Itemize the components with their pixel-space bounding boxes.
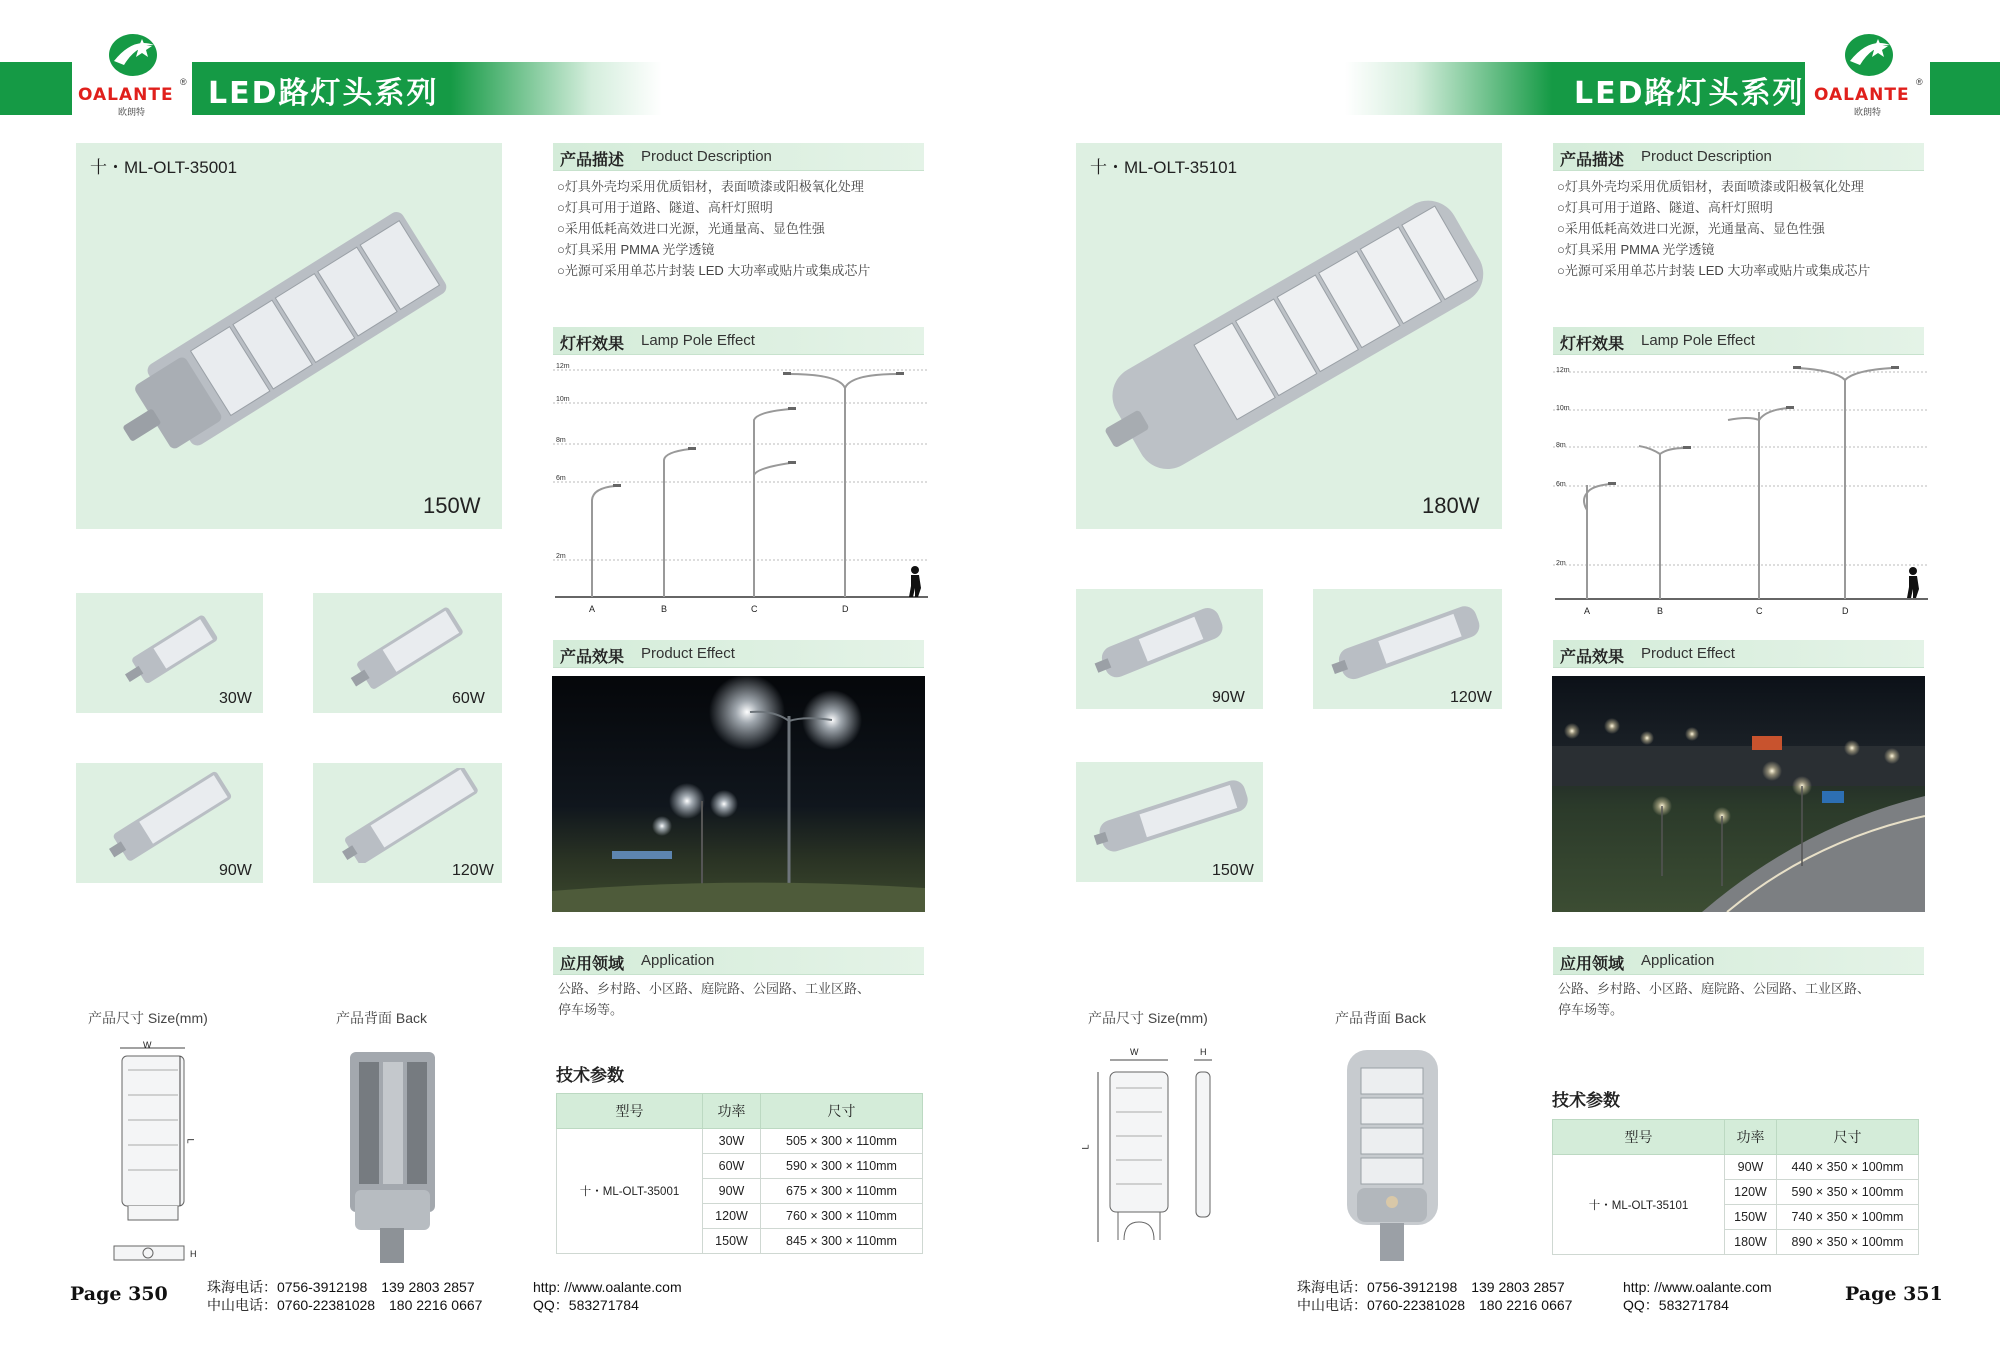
table-cell-model: 十・ML-OLT-35101 bbox=[1553, 1155, 1725, 1255]
table-cell: 90W bbox=[1725, 1155, 1777, 1180]
table-cell: 90W bbox=[703, 1179, 761, 1204]
product-effect-photo bbox=[1552, 676, 1925, 912]
table-cell: 120W bbox=[703, 1204, 761, 1229]
dim-w-label: W bbox=[1130, 1047, 1139, 1057]
table-cell: 150W bbox=[703, 1229, 761, 1254]
logo-registered: ® bbox=[1916, 77, 1923, 87]
page-title-left: LED路灯头系列 bbox=[208, 76, 439, 111]
variant-watt: 150W bbox=[1212, 862, 1254, 879]
header-bar-left-accent bbox=[0, 62, 72, 115]
description-item: ○灯具采用 PMMA 光学透镜 bbox=[1557, 242, 1715, 257]
section-header-description bbox=[553, 143, 924, 171]
variant-panel bbox=[313, 593, 502, 713]
height-label: 6m bbox=[556, 475, 566, 482]
street-light-thumb bbox=[1091, 772, 1256, 857]
header-bar-right-accent bbox=[1930, 62, 2000, 115]
application-line: 停车场等。 bbox=[1558, 1002, 1624, 1017]
table-cell: 505 × 300 × 110mm bbox=[761, 1129, 923, 1154]
pedestrian-icon bbox=[909, 566, 921, 597]
logo-text: OALANTE bbox=[1814, 85, 1910, 105]
section-title-en: Lamp Pole Effect bbox=[1641, 332, 1755, 349]
table-header: 型号 bbox=[1553, 1120, 1725, 1155]
variant-watt: 90W bbox=[219, 862, 252, 879]
height-label: 10m bbox=[1556, 405, 1570, 412]
section-title-en: Product Description bbox=[1641, 148, 1772, 165]
description-list bbox=[1557, 176, 1937, 281]
section-title-cn: 应用领域 bbox=[1560, 956, 1625, 973]
section-title-en: Product Effect bbox=[641, 645, 735, 662]
description-list bbox=[557, 176, 937, 281]
dimension-drawing bbox=[100, 1040, 210, 1265]
footer-phone: 0760-22381028 bbox=[277, 1297, 376, 1313]
table-header: 尺寸 bbox=[761, 1094, 923, 1129]
pole-label: C bbox=[751, 604, 758, 614]
height-label: 12m bbox=[1556, 367, 1570, 374]
footer-mobile: 139 2803 2857 bbox=[381, 1279, 475, 1295]
product-back-image bbox=[1345, 1048, 1440, 1263]
height-label: 8m bbox=[556, 437, 566, 444]
table-cell: 590 × 300 × 110mm bbox=[761, 1154, 923, 1179]
table-header: 功率 bbox=[1725, 1120, 1777, 1155]
back-label: 产品背面 Back bbox=[336, 1010, 428, 1026]
footer-website[interactable]: http: //www.oalante.com bbox=[1623, 1279, 1772, 1295]
dim-h-label: H bbox=[190, 1249, 197, 1259]
footer-phone: 0756-3912198 bbox=[1367, 1279, 1458, 1295]
size-label: 产品尺寸 Size(mm) bbox=[1088, 1010, 1208, 1026]
table-header: 型号 bbox=[557, 1094, 703, 1129]
description-item: ○灯具采用 PMMA 光学透镜 bbox=[557, 242, 715, 257]
description-item: ○采用低耗高效进口光源，光通量高、显色性强 bbox=[1557, 221, 1825, 236]
section-title-cn: 产品效果 bbox=[1560, 649, 1625, 666]
page-title-right: LED路灯头系列 bbox=[1574, 76, 1805, 111]
table-cell: 440 × 350 × 100mm bbox=[1777, 1155, 1919, 1180]
footer-label: 珠海电话： bbox=[1297, 1279, 1367, 1295]
section-header-pole bbox=[553, 327, 924, 355]
logo-emblem-icon bbox=[1842, 31, 1896, 79]
dim-w-label: W bbox=[143, 1040, 152, 1050]
logo-emblem-icon bbox=[106, 31, 160, 79]
dimension-drawing bbox=[1090, 1050, 1220, 1245]
product-effect-photo bbox=[552, 676, 925, 912]
variant-panel bbox=[1076, 589, 1263, 709]
pole-label: D bbox=[1842, 606, 1849, 616]
height-label: 12m bbox=[556, 363, 570, 370]
variant-watt: 90W bbox=[1212, 689, 1245, 706]
main-product-panel-left bbox=[76, 143, 502, 529]
logo-text: OALANTE bbox=[78, 85, 174, 105]
pole-label: B bbox=[661, 604, 668, 614]
lamp-pole-diagram bbox=[553, 360, 933, 620]
table-cell: 590 × 350 × 100mm bbox=[1777, 1180, 1919, 1205]
application-line: 公路、乡村路、小区路、庭院路、公园路、工业区路、 bbox=[1558, 981, 1871, 996]
height-label: 10m bbox=[556, 396, 570, 403]
tech-params-title: 技术参数 bbox=[556, 1066, 624, 1085]
footer-contacts-right bbox=[1297, 1278, 1572, 1314]
footer-line-zhongshan bbox=[1297, 1296, 1572, 1314]
footer-label: 中山电话： bbox=[1297, 1297, 1367, 1313]
footer-web-right bbox=[1623, 1278, 1772, 1314]
size-label: 产品尺寸 Size(mm) bbox=[88, 1010, 208, 1026]
table-header-row bbox=[557, 1094, 923, 1129]
variant-panel bbox=[1313, 589, 1502, 709]
variant-watt: 60W bbox=[452, 690, 485, 707]
footer-qq: QQ：583271784 bbox=[533, 1297, 639, 1313]
table-cell-model: 十・ML-OLT-35001 bbox=[557, 1129, 703, 1254]
model-label: 十・ML-OLT-35001 bbox=[90, 158, 238, 177]
table-header-row bbox=[1553, 1120, 1919, 1155]
section-header-effect bbox=[1553, 640, 1924, 668]
table-header: 尺寸 bbox=[1777, 1120, 1919, 1155]
footer-mobile: 180 2216 0667 bbox=[1479, 1297, 1573, 1313]
table-cell: 120W bbox=[1725, 1180, 1777, 1205]
footer-web-left bbox=[533, 1278, 682, 1314]
section-title-cn: 产品效果 bbox=[560, 649, 625, 666]
section-title-en: Product Effect bbox=[1641, 645, 1735, 662]
section-title-en: Lamp Pole Effect bbox=[641, 332, 755, 349]
description-item: ○光源可采用单芯片封装 LED 大功率或贴片或集成芯片 bbox=[1557, 263, 1871, 278]
footer-website[interactable]: http: //www.oalante.com bbox=[533, 1279, 682, 1295]
variant-panel bbox=[313, 763, 502, 883]
spec-table-left bbox=[556, 1093, 923, 1254]
application-line: 停车场等。 bbox=[558, 1002, 624, 1017]
logo-left bbox=[72, 55, 194, 117]
section-title-cn: 产品描述 bbox=[560, 152, 625, 169]
table-cell: 60W bbox=[703, 1154, 761, 1179]
section-title-cn: 灯杆效果 bbox=[560, 336, 625, 353]
variant-watt: 30W bbox=[219, 690, 252, 707]
section-header-pole bbox=[1553, 327, 1924, 355]
section-header-effect bbox=[553, 640, 924, 668]
section-title-en: Application bbox=[1641, 952, 1715, 969]
street-light-thumb bbox=[343, 605, 473, 690]
variant-panel bbox=[1076, 762, 1263, 882]
street-light-image bbox=[1081, 173, 1501, 493]
product-back-image bbox=[345, 1050, 440, 1265]
table-cell: 760 × 300 × 110mm bbox=[761, 1204, 923, 1229]
footer-label: 珠海电话： bbox=[207, 1279, 277, 1295]
table-cell: 180W bbox=[1725, 1230, 1777, 1255]
variant-watt: 120W bbox=[1450, 689, 1492, 706]
description-item: ○灯具外壳均采用优质铝材，表面喷漆或阳极氧化处理 bbox=[557, 179, 864, 194]
height-label: 2m bbox=[1556, 560, 1566, 567]
table-row bbox=[1553, 1155, 1919, 1180]
street-light-thumb bbox=[333, 768, 488, 863]
page-number-right: Page 351 bbox=[1845, 1283, 1943, 1305]
height-label: 6m bbox=[1556, 481, 1566, 488]
description-item: ○灯具可用于道路、隧道、高杆灯照明 bbox=[1557, 200, 1773, 215]
main-watt-label: 150W bbox=[423, 493, 481, 518]
variant-panel bbox=[76, 763, 263, 883]
table-cell: 675 × 300 × 110mm bbox=[761, 1179, 923, 1204]
page-number-left: Page 350 bbox=[70, 1283, 168, 1305]
section-title-cn: 灯杆效果 bbox=[1560, 336, 1625, 353]
table-cell: 740 × 350 × 100mm bbox=[1777, 1205, 1919, 1230]
logo-subtitle: 欧朗特 bbox=[118, 107, 146, 117]
footer-line-zhuhai bbox=[1297, 1278, 1572, 1296]
main-product-panel-right bbox=[1076, 143, 1502, 529]
logo-registered: ® bbox=[180, 77, 187, 87]
section-title-en: Application bbox=[641, 952, 715, 969]
application-line: 公路、乡村路、小区路、庭院路、公园路、工业区路、 bbox=[558, 981, 871, 996]
street-light-thumb bbox=[1091, 599, 1231, 684]
dim-l-label: L bbox=[185, 1138, 196, 1144]
table-cell: 845 × 300 × 110mm bbox=[761, 1229, 923, 1254]
street-light-thumb bbox=[1328, 599, 1488, 684]
logo-subtitle: 欧朗特 bbox=[1854, 107, 1882, 117]
description-item: ○灯具外壳均采用优质铝材，表面喷漆或阳极氧化处理 bbox=[1557, 179, 1864, 194]
pedestrian-icon bbox=[1907, 567, 1919, 598]
variant-watt: 120W bbox=[452, 862, 494, 879]
description-item: ○采用低耗高效进口光源，光通量高、显色性强 bbox=[557, 221, 825, 236]
table-cell: 30W bbox=[703, 1129, 761, 1154]
footer-mobile: 180 2216 0667 bbox=[389, 1297, 483, 1313]
street-light-image bbox=[96, 183, 456, 483]
spec-table-right bbox=[1552, 1119, 1919, 1255]
lamp-pole-diagram bbox=[1553, 360, 1933, 620]
variant-panel bbox=[76, 593, 263, 713]
footer-mobile: 139 2803 2857 bbox=[1471, 1279, 1565, 1295]
tech-params-title: 技术参数 bbox=[1552, 1091, 1620, 1110]
table-header: 功率 bbox=[703, 1094, 761, 1129]
section-header-application bbox=[1553, 947, 1924, 975]
back-label: 产品背面 Back bbox=[1335, 1010, 1427, 1026]
height-label: 8m bbox=[1556, 442, 1566, 449]
section-title-cn: 产品描述 bbox=[1560, 152, 1625, 169]
footer-phone: 0756-3912198 bbox=[277, 1279, 368, 1295]
footer-line-zhongshan bbox=[207, 1296, 482, 1314]
table-cell: 890 × 350 × 100mm bbox=[1777, 1230, 1919, 1255]
section-header-application bbox=[553, 947, 924, 975]
pole-label: A bbox=[1584, 606, 1591, 616]
model-label: 十・ML-OLT-35101 bbox=[1090, 158, 1238, 177]
description-item: ○灯具可用于道路、隧道、高杆灯照明 bbox=[557, 200, 773, 215]
application-text bbox=[558, 978, 938, 1020]
description-item: ○光源可采用单芯片封装 LED 大功率或贴片或集成芯片 bbox=[557, 263, 871, 278]
section-title-cn: 应用领域 bbox=[560, 956, 625, 973]
section-header-description bbox=[1553, 143, 1924, 171]
main-watt-label: 180W bbox=[1422, 493, 1480, 518]
pole-label: C bbox=[1756, 606, 1763, 616]
footer-label: 中山电话： bbox=[207, 1297, 277, 1313]
logo-right bbox=[1808, 55, 1930, 117]
pole-label: B bbox=[1657, 606, 1664, 616]
street-light-thumb bbox=[116, 608, 226, 688]
table-cell: 150W bbox=[1725, 1205, 1777, 1230]
application-text bbox=[1558, 978, 1938, 1020]
footer-line-zhuhai bbox=[207, 1278, 482, 1296]
dim-h-label: H bbox=[1200, 1047, 1207, 1057]
section-title-en: Product Description bbox=[641, 148, 772, 165]
dim-l-label: L bbox=[1080, 1144, 1091, 1150]
footer-qq: QQ：583271784 bbox=[1623, 1297, 1729, 1313]
footer-phone: 0760-22381028 bbox=[1367, 1297, 1466, 1313]
height-label: 2m bbox=[556, 553, 566, 560]
pole-label: A bbox=[589, 604, 596, 614]
street-light-thumb bbox=[101, 771, 241, 861]
footer-contacts-left bbox=[207, 1278, 482, 1314]
pole-label: D bbox=[842, 604, 849, 614]
table-row bbox=[557, 1129, 923, 1154]
